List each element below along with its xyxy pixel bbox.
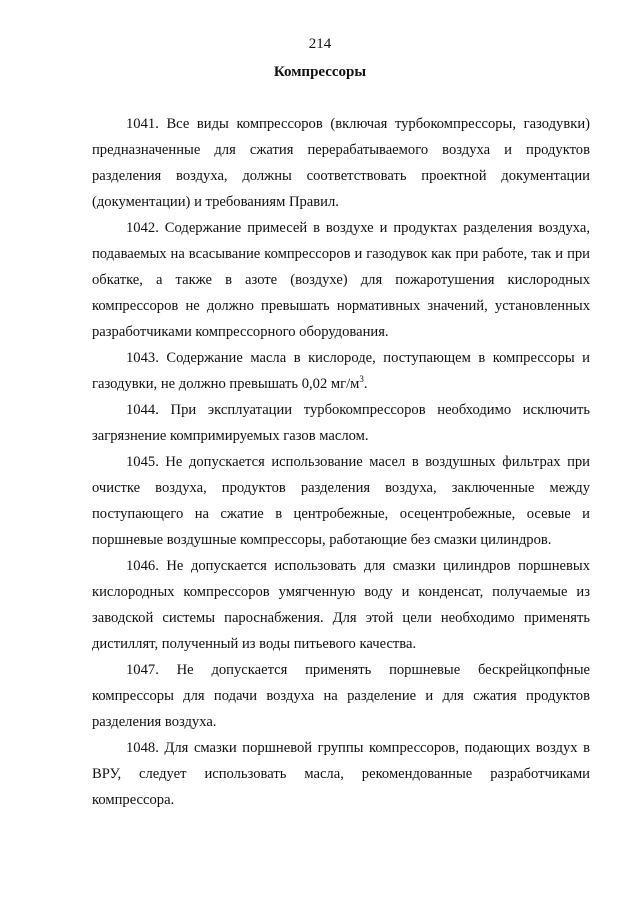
paragraph-1044 bbox=[92, 397, 590, 449]
paragraph-1047 bbox=[92, 657, 590, 735]
paragraph-text: При эксплуатации турбокомпрессоров необходимо исключить загрязнение компримируемых газов маслом. bbox=[92, 402, 590, 444]
paragraph-number: 1048. bbox=[126, 740, 159, 756]
paragraph-number: 1045. bbox=[126, 454, 159, 470]
paragraph-text-end: . bbox=[363, 376, 368, 392]
paragraph-number: 1047. bbox=[126, 662, 159, 678]
section-title: Компрессоры bbox=[273, 64, 367, 80]
paragraph-text: Не допускается использование масел в воздушных фильтрах при очистке воздуха, продуктов разделения воздуха, заключенные между поступающего на сжатие в центробежные, осецентробежные, осевые и поршневые воздушные компрессоры, работающие без смазки цилиндров. bbox=[92, 454, 590, 548]
paragraph-number: 1046. bbox=[126, 558, 159, 574]
paragraph-1045 bbox=[92, 449, 590, 553]
page-number: 214 bbox=[308, 36, 332, 52]
paragraph-text: Содержание примесей в воздухе и продуктах разделения воздуха, подаваемых на всасывание компрессоров и газодувок как при работе, так и при обкатке, а также в азоте (воздухе) для пожаротушения кислородных компрессоров не должно превышать нормативных значений, установленных разработчиками компрессорного оборудования. bbox=[92, 220, 590, 340]
paragraph-1042 bbox=[92, 215, 590, 345]
paragraph-text: Содержание масла в кислороде, поступающем в компрессоры и газодувки, не должно превышать 0,02 мг/м bbox=[92, 350, 590, 392]
paragraph-1046 bbox=[92, 553, 590, 657]
paragraph-number: 1041. bbox=[126, 116, 159, 132]
paragraph-text: Все виды компрессоров (включая турбокомпрессоры, газодувки) предназначенные для сжатия перерабатываемого воздуха и продуктов разделения воздуха, должны соответствовать проектной документации (документации) и требованиям Правил. bbox=[92, 116, 590, 210]
paragraph-number: 1043. bbox=[126, 350, 159, 366]
paragraph-number: 1044. bbox=[126, 402, 159, 418]
paragraph-text: Для смазки поршневой группы компрессоров, подающих воздух в ВРУ, следует использовать масла, рекомендованные разработчиками компрессора. bbox=[92, 740, 590, 808]
paragraph-text: Не допускается применять поршневые бескрейцкопфные компрессоры для подачи воздуха на разделение и для сжатия продуктов разделения воздуха. bbox=[92, 662, 590, 730]
paragraph-1041 bbox=[92, 111, 590, 215]
document-body bbox=[92, 111, 590, 813]
paragraph-number: 1042. bbox=[126, 220, 159, 236]
paragraph-text: Не допускается использовать для смазки цилиндров поршневых кислородных компрессоров умягченную воду и конденсат, получаемые из заводской системы пароснабжения. Для этой цели необходимо применять дистиллят, полученный из воды питьевого качества. bbox=[92, 558, 590, 652]
paragraph-1043 bbox=[92, 345, 590, 397]
superscript-cubic: 3 bbox=[359, 374, 364, 385]
paragraph-1048 bbox=[92, 735, 590, 813]
